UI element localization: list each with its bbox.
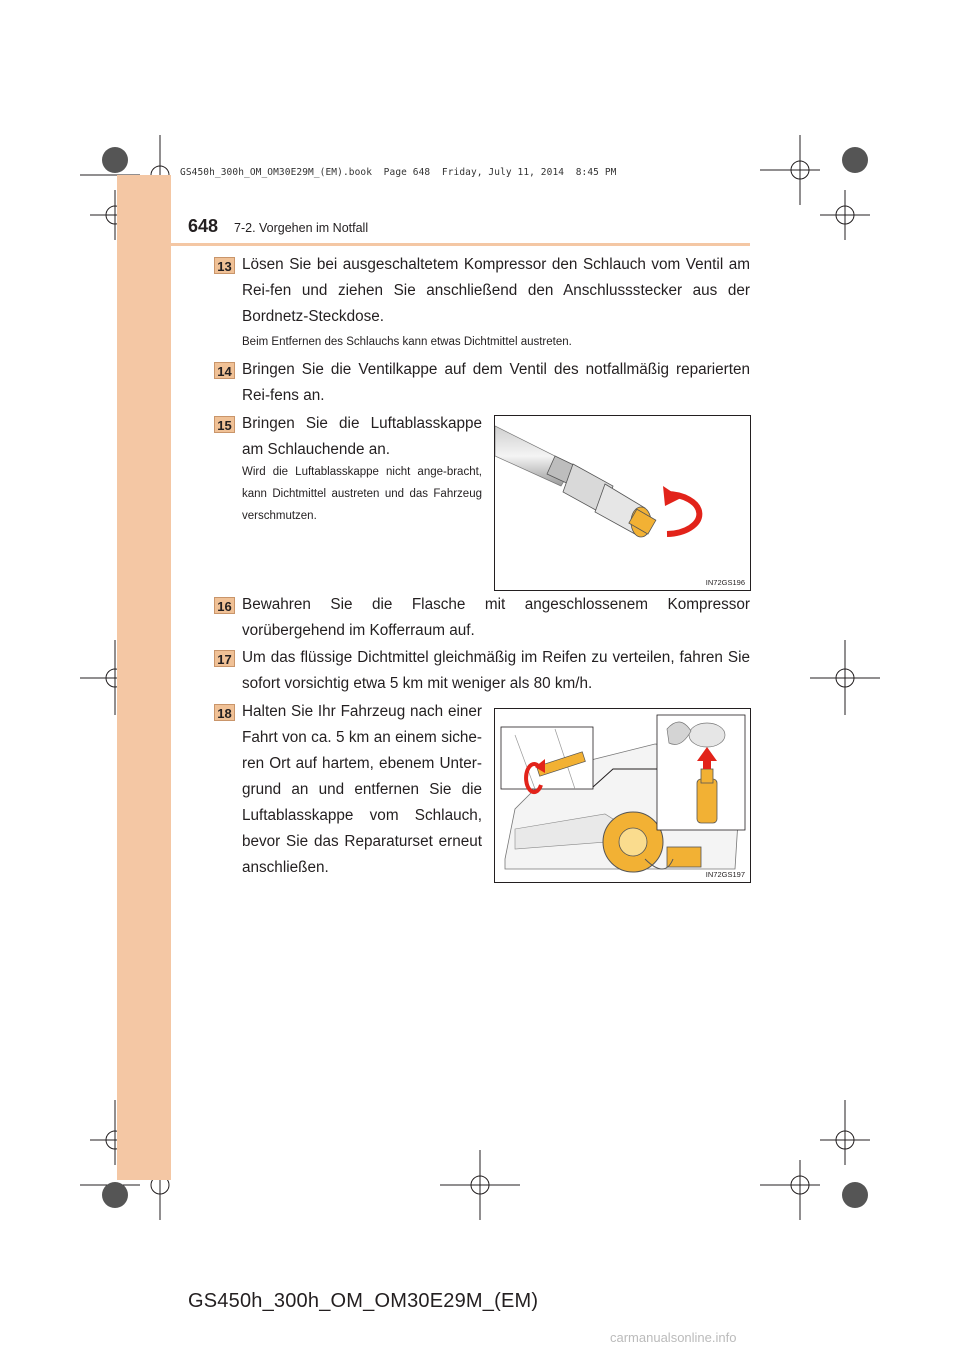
watermark: carmanualsonline.info bbox=[610, 1330, 737, 1345]
step-badge-17: 17 bbox=[214, 650, 235, 667]
section-title: 7-2. Vorgehen im Notfall bbox=[234, 221, 369, 235]
step-text-16: Bewahren Sie die Flasche mit angeschlossenem Kompressor vorübergehend im Kofferraum auf. bbox=[242, 596, 750, 639]
step-text-15: Bringen Sie die Luftablasskappe am Schlauchende an. bbox=[242, 415, 482, 458]
car-kit-illustration bbox=[495, 709, 750, 882]
step-text-13: Lösen Sie bei ausgeschaltetem Kompressor den Schlauch vom Ventil am Rei-fen und ziehen Sie anschließend den Anschlussstecker aus der Bordnetz-Steckdose. bbox=[242, 256, 750, 325]
step-text-18: Halten Sie Ihr Fahrzeug nach einer Fahrt von ca. 5 km an einem siche-ren Ort auf hartem, ebenem Unter-grund an und entfernen Sie die Luftablasskappe vom Schlauch, bevor Sie das Reparaturset erneut anschließen. bbox=[242, 703, 482, 876]
header-rule bbox=[117, 243, 750, 246]
step-text-14: Bringen Sie die Ventilkappe auf dem Ventil des notfallmäßig reparierten Rei-fens an. bbox=[242, 361, 750, 404]
step-badge-13: 13 bbox=[214, 257, 235, 274]
step-badge-18: 18 bbox=[214, 704, 235, 721]
hose-cap-illustration bbox=[495, 416, 750, 590]
step-note-15: Wird die Luftablasskappe nicht ange-bracht, kann Dichtmittel austreten und das Fahrzeug verschmutzen. bbox=[242, 466, 482, 522]
step-badge-14: 14 bbox=[214, 362, 235, 379]
step-note-13: Beim Entfernen des Schlauchs kann etwas Dichtmittel austreten. bbox=[242, 336, 572, 348]
step-text-17: Um das flüssige Dichtmittel gleichmäßig im Reifen zu verteilen, fahren Sie sofort vorsichtig etwa 5 km mit weniger als 80 km/h. bbox=[242, 649, 750, 692]
figure-code: IN72GS196 bbox=[705, 578, 745, 587]
book-line: GS450h_300h_OM_OM30E29M_(EM).book Page 648 Friday, July 11, 2014 8:45 PM bbox=[180, 167, 617, 178]
figure-code: IN72GS197 bbox=[705, 870, 745, 879]
figure-car-kit bbox=[494, 708, 751, 883]
step-badge-16: 16 bbox=[214, 597, 235, 614]
sidebar-tab bbox=[117, 175, 171, 1180]
step-badge-15: 15 bbox=[214, 416, 235, 433]
page-number: 648 bbox=[188, 216, 219, 236]
footer-code: GS450h_300h_OM_OM30E29M_(EM) bbox=[188, 1290, 539, 1312]
figure-hose-cap bbox=[494, 415, 751, 591]
